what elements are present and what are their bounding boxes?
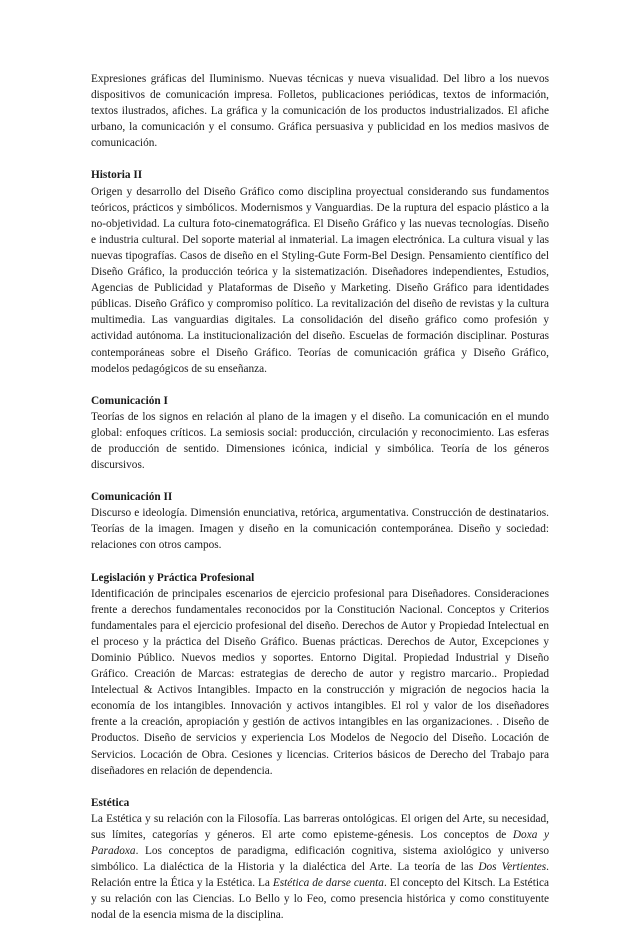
body-text: Origen y desarrollo del Diseño Gráfico como disciplina proyectual considerando sus fundamentos teóricos, prácticos y simbólicos. Modernismos y Vanguardias. De la ruptura del espacio plástico a la no-objetividad. La cultura foto-cinematográfica. El Diseño Gráfico y las nuevas tecnologías. Diseño e industria cultural. Del soporte material al inmaterial. La imagen electrónica. La cultura visual y las nuevas tipografías. Casos de diseño en el Styling-Gute Form-Bel Design. Pensamiento científico del Diseño Gráfico, la producción teórica y la sistematización. Diseñadores independientes, Estudios, Agencias de Publicidad y Plataformas de Diseño y Marketing. Diseño Gráfico para identidades públicas. Diseño Gráfico y compromiso político. La revitalización del diseño de revistas y la cultura multimedia. Las vanguardias digitales. La consolidación del diseño gráfico como profesión y actividad autónoma. La institucionalización del diseño. Escuelas de formación disciplinar. Posturas contemporáneas sobre el Diseño Gráfico. Teorías de comunicación gráfica y Diseño Gráfico, modelos pedagógicos de su enseñanza.	[91, 185, 549, 375]
sections-container	[91, 71, 549, 924]
body-text: Discurso e ideología. Dimensión enunciativa, retórica, argumentativa. Construcción de destinatarios. Teorías de la imagen. Imagen y diseño en la comunicación contemporánea. Diseño y sociedad: relaciones con otros campos.	[91, 507, 549, 552]
italic-term: Dos Vertientes	[478, 861, 547, 874]
section-heading: Historia II	[91, 169, 143, 182]
section-body	[91, 586, 549, 779]
italic-term: Doxa y Paradoxa	[91, 828, 550, 858]
section-0	[91, 71, 549, 151]
document-page	[91, 71, 549, 940]
body-text: La Estética y su relación con la Filosofía. Las barreras ontológicas. El origen del Arte, su necesidad, sus límites, categorías y géneros. El arte como episteme-génesis. Los conceptos de	[91, 812, 549, 841]
section-body	[91, 409, 549, 473]
section-heading: Comunicación II	[91, 491, 173, 504]
body-text: Identificación de principales escenarios de ejercicio profesional para Diseñadores. Consideraciones frente a derechos fundamentales reconocidos por la Constitución Nacional. Conceptos y Criterios fundamentales para el ejercicio profesional del diseño. Derechos de Autor y Propiedad Intelectual en el proceso y la práctica del Diseño Gráfico. Buenas prácticas. Derechos de Autor, Excepciones y Dominio Público. Nuevos medios y soportes. Entorno Digital. Propiedad Industrial y Diseño Gráfico. Creación de Marcas: estrategias de derecho de autor y registro marcario.. Propiedad Intelectual & Activos Intangibles. Impacto en la construcción y migración de negocios hacia la economía de los intangibles. Innovación y activos intangibles. El rol y valor de los diseñadores frente a la creación, apropiación y gestión de activos intangibles en las organizaciones. . Diseño de Productos. Diseño de servicios y experiencia Los Modelos de Negocio del Diseño. Locación de Servicios. Locación de Obra. Cesiones y licencias. Criterios básicos de Derecho del Trabajo para diseñadores en relación de dependencia.	[91, 587, 549, 777]
section-3	[91, 489, 549, 553]
section-2	[91, 393, 549, 473]
body-text: . El concepto del Kitsch. La Estética y su relación con las Ciencias. Lo Bello y lo Feo, como presencia histórica y como constituyente nodal de la esencia misma de la disciplina.	[91, 877, 549, 922]
italic-term: Estética de darse cuenta	[272, 877, 384, 890]
body-text: Teorías de los signos en relación al plano de la imagen y el diseño. La comunicación en el mundo global: enfoques críticos. La semiosis social: producción, circulación y reconocimiento. Las esferas de producción de sentido. Dimensiones icónica, indicial y simbólica. Teoría de los géneros discursivos.	[91, 410, 549, 472]
section-1	[91, 167, 549, 376]
section-body	[91, 71, 549, 151]
section-heading: Estética	[91, 796, 130, 809]
section-body	[91, 184, 549, 377]
section-heading: Comunicación I	[91, 394, 168, 407]
section-5	[91, 795, 549, 924]
section-body	[91, 811, 549, 924]
section-body	[91, 505, 549, 553]
body-text: . Relación entre la Ética y la Estética. La	[91, 861, 549, 890]
body-text: . Los conceptos de paradigma, edificación cognitiva, sistema axiológico y universo simbólico. La dialéctica de la Historia y la dialéctica del Arte. La teoría de las	[91, 845, 549, 874]
body-text: Expresiones gráficas del Iluminismo. Nuevas técnicas y nueva visualidad. Del libro a los nuevos dispositivos de comunicación impresa. Folletos, publicaciones periódicas, textos de información, textos ilustrados, afiches. La gráfica y la comunicación de los productos industrializados. El afiche urbano, la comunicación y el consumo. Gráfica persuasiva y publicidad en los medios masivos de comunicación.	[91, 73, 549, 150]
section-heading: Legislación y Práctica Profesional	[91, 571, 255, 584]
section-4	[91, 570, 549, 779]
